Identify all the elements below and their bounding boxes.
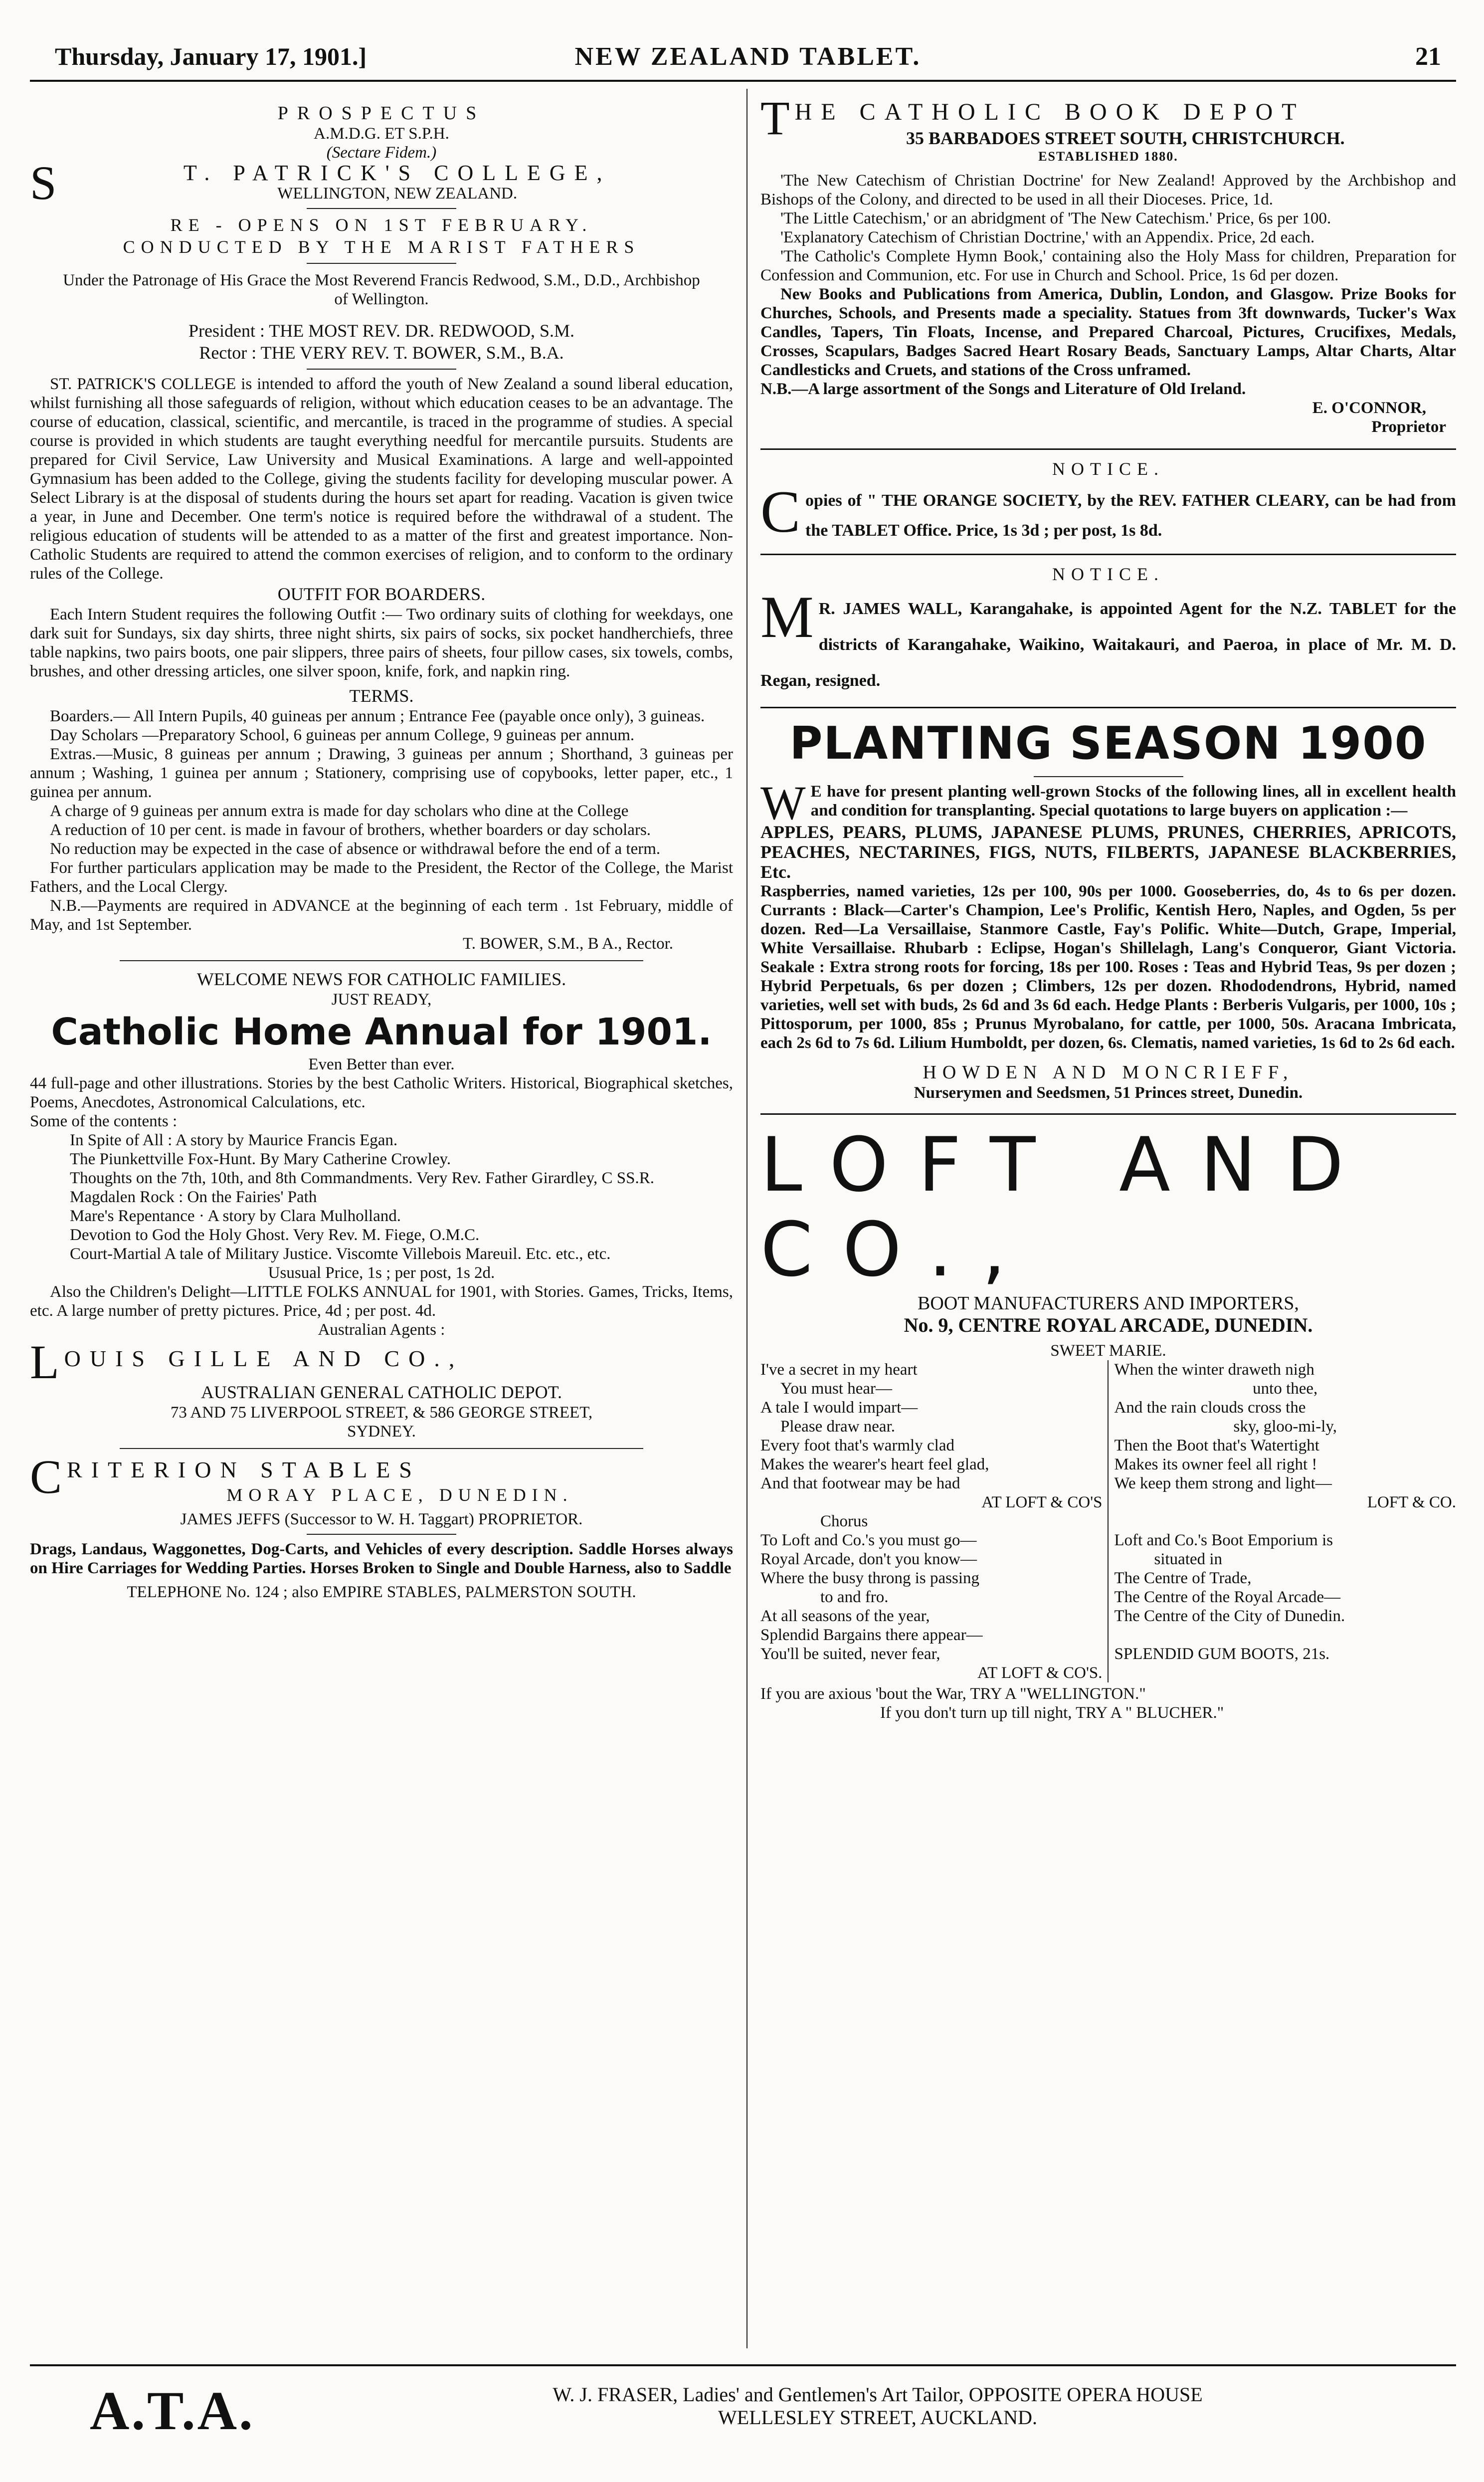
- notice-heading: NOTICE.: [1052, 564, 1164, 584]
- planting-intro: E have for present planting well-grown Stocks of the following lines, all in excellent health and condition for transplanting. Special quotations to large buyers on application :—: [810, 783, 1456, 820]
- book-depot-signature: E. O'CONNOR,: [1312, 399, 1426, 417]
- planting-dropcap: W: [760, 782, 806, 822]
- song-line: Then the Boot that's Watertight: [1114, 1437, 1319, 1454]
- footer-rule: [30, 2364, 1456, 2366]
- divider: [307, 1534, 456, 1535]
- notice-agent: [760, 563, 1456, 699]
- song-line: SPLENDID GUM BOOTS, 21s.: [1114, 1645, 1330, 1663]
- planting-firm: HOWDEN AND MONCRIEFF,: [923, 1062, 1294, 1083]
- song-title: SWEET MARIE.: [1050, 1342, 1166, 1360]
- terms-item: Boarders.— All Intern Pupils, 40 guineas per annum ; Entrance Fee (payable once only), 3 guineas.: [50, 707, 705, 725]
- song-spacer: [1114, 1512, 1457, 1531]
- section-divider: [760, 707, 1456, 708]
- footer-line: W. J. FRASER, Ladies' and Gentlemen's Art Tailor, OPPOSITE OPERA HOUSE: [553, 2383, 1203, 2406]
- song-right-column: [1109, 1360, 1457, 1682]
- book-depot-title: HE CATHOLIC BOOK DEPOT: [794, 99, 1305, 125]
- song-line: Loft and Co.'s Boot Emporium is: [1114, 1531, 1333, 1549]
- song-line: Where the busy throng is passing: [760, 1569, 980, 1587]
- louis-gille-title: OUIS GILLE AND CO.,: [64, 1346, 464, 1371]
- notice-dropcap: C: [760, 486, 801, 545]
- song-line: A tale I would impart—: [760, 1399, 918, 1417]
- annual-price: Ususual Price, 1s ; per post, 1s 2d.: [268, 1264, 495, 1282]
- right-column: [760, 87, 1456, 2359]
- st-patricks-dropcap: S: [30, 162, 57, 203]
- outfit-text: Each Intern Student requires the following Outfit :— Two ordinary suits of clothing for weekdays, one dark suit for Sundays, six day shirts, three night shirts, six pairs of socks, six pocket handherchiefs, three table napkins, two pairs boots, one pair slippers, three pairs of sheets, four pillow cases, six towels, combs, brushes, and other dressing articles, one silver spoon, knife, fork, and napkin ring.: [30, 606, 733, 680]
- song-spacer: [1114, 1626, 1457, 1645]
- loft-war-line: If you are axious 'bout the War, TRY A "WELLINGTON.": [760, 1685, 1146, 1703]
- criterion-stables-ad: [30, 1456, 733, 1602]
- outfit-heading: OUTFIT FOR BOARDERS.: [277, 584, 486, 604]
- annual-title: Catholic Home Annual for 1901.: [51, 1011, 712, 1053]
- song-line: You'll be suited, never fear,: [760, 1645, 940, 1663]
- section-divider: [760, 448, 1456, 450]
- rector-line: Rector : THE VERY REV. T. BOWER, S.M., B.A.: [199, 343, 564, 363]
- loft-address: No. 9, CENTRE ROYAL ARCADE, DUNEDIN.: [904, 1314, 1313, 1336]
- book-depot-item: 'The Little Catechism,' or an abridgment of 'The New Catechism.' Price, 6s per 100.: [780, 209, 1331, 227]
- section-divider: [760, 1113, 1456, 1115]
- song-line: Makes its owner feel all right !: [1114, 1455, 1317, 1473]
- st-patricks-ad: [30, 102, 733, 953]
- college-location: WELLINGTON, NEW ZEALAND.: [277, 185, 518, 203]
- header-date: Thursday, January 17, 1901.]: [55, 42, 367, 70]
- section-divider: [120, 1448, 643, 1449]
- amdg-line: A.M.D.G. ET S.P.H.: [314, 125, 449, 143]
- book-depot-address: 35 BARBADOES STREET SOUTH, CHRISTCHURCH.: [906, 128, 1345, 148]
- divider: [307, 369, 456, 370]
- song-line: Makes the wearer's heart feel glad,: [760, 1455, 989, 1473]
- book-depot-nb: N.B.—A large assortment of the Songs and Literature of Old Ireland.: [760, 380, 1246, 398]
- catholic-annual-ad: [30, 968, 733, 1441]
- notice-heading: NOTICE.: [1052, 459, 1164, 479]
- terms-item: No reduction may be expected in the case of absence or withdrawal before the end of a term.: [50, 840, 661, 858]
- song-line: to and fro.: [820, 1588, 889, 1606]
- agents-heading: Australian Agents :: [318, 1321, 445, 1339]
- reopens-line: RE - OPENS ON 1ST FEBRUARY.: [170, 215, 593, 235]
- song-line: To Loft and Co.'s you must go—: [760, 1531, 977, 1549]
- contents-item: Mare's Repentance · A story by Clara Mulholland.: [70, 1207, 401, 1225]
- book-depot-established: ESTABLISHED 1880.: [1038, 149, 1178, 164]
- college-intro: ST. PATRICK'S COLLEGE is intended to afford the youth of New Zealand a sound liberal education, whilst furnishing all those safeguards of religion, without which education ceases to be an advantage. The course of education, classical, scientific, and mercantile, is traced in the programme of studies. A special course is provided in which students are taught everything needful for mercantile pursuits. Students are prepared for Civil Service, Law University and Musical Examinations. A large and well-appointed Gymnasium has been added to the College, giving the students facility for developing muscular power. A Select Library is at the disposal of students during the hours set apart for reading. Vacation is given twice a year, in June and December. One term's notice is required before the withdrawal of a student. The religious education of students will be attended to as a matter of the first and greatest importance. Non-Catholic Students are required to attend the common exercises of religion, and to conform to the ordinary rules of the College.: [30, 375, 733, 583]
- annual-description: 44 full-page and other illustrations. Stories by the best Catholic Writers. Historical, Biographical sketches, Poems, Anecdotes, Astronomical Calculations, etc.: [30, 1074, 733, 1111]
- song-line: Splendid Bargains there appear—: [760, 1626, 983, 1644]
- song-line: LOFT & CO.: [1367, 1493, 1456, 1511]
- contents-item: Court-Martial A tale of Military Justice. Viscomte Villebois Mareuil. Etc. etc., etc.: [70, 1245, 611, 1263]
- planting-body: Raspberries, named varieties, 12s per 100, 90s per 1000. Gooseberries, do, 4s to 6s per dozen. Currants : Black—Carter's Champion, Lee's Prolific, Kentish Hero, Naples, and Ogden, 5s per dozen. Red—La Versaillaise, Stanmore Castle, Fay's Polific. White—Dutch, Grape, Imperial, White Versaillaise. Rhubarb : Eclipse, Hogan's Shillelagh, Lang's Conqueror, Giant Victoria. Seakale : Extra strong roots for forcing, 18s per 100. Roses : Teas and Hybrid Teas, 9s per dozen ; Hybrid Perpetuals, 6s per dozen ; Climbers, 12s per dozen. Rhododendrons, Hybrid, named varieties, well set with buds, 2s 6d and 3s 6d each. Hedge Plants : Berberis Vulgaris, per 1000, 10s ; Pittosporum, per 1000, 85s ; Prunus Myrobalano, for cattle, per 1000, 50s. Aracana Imbricata, each 2s 6d to 7s 6d. Lilium Humboldt, per dozen, 6s. Clematis, named varieties, 1s 6d to 2s 6d each.: [760, 882, 1456, 1052]
- divider: [307, 208, 456, 209]
- footer-ata-logo: A.T.A.: [90, 2380, 255, 2441]
- loft-and-co-ad: [760, 1123, 1456, 1722]
- song-line: At all seasons of the year,: [760, 1607, 930, 1625]
- annual-tagline: Even Better than ever.: [308, 1055, 455, 1073]
- notice-dropcap: M: [760, 591, 814, 650]
- footer-advert: [379, 2383, 1376, 2429]
- criterion-telephone: TELEPHONE No. 124 ; also EMPIRE STABLES, PALMERSTON SOUTH.: [127, 1583, 636, 1601]
- song-line: situated in: [1154, 1550, 1223, 1568]
- divider: [307, 263, 456, 264]
- prospectus-heading: PROSPECTUS: [277, 103, 486, 124]
- college-title: T. PATRICK'S COLLEGE,: [183, 162, 611, 185]
- header-rule: [30, 80, 1456, 82]
- terms-item: A reduction of 10 per cent. is made in favour of brothers, whether boarders or day scholars.: [50, 821, 651, 839]
- song-line: AT LOFT & CO'S: [981, 1493, 1103, 1511]
- book-depot-item: New Books and Publications from America, Dublin, London, and Glasgow. Prize Books for Churches, Schools, and Presents made a speciality. Statues from 3ft downwards, Tucker's Wax Candles, Tapers, Tin Floats, Incense, and Prepared Charcoal, Pictures, Crucifixes, Medals, Crosses, Scapulars, Badges Sacred Heart Rosary Beads, Sanctuary Lamps, Altar Charts, Altar Candlesticks and Cruets, and stations of the Cross unframed.: [760, 285, 1456, 379]
- notice-text: R. JAMES WALL, Karangahake, is appointed Agent for the N.Z. TABLET for the districts of Karangahake, Waikino, Waitakauri, and Paeroa, in place of Mr. M. D. Regan, resigned.: [760, 600, 1456, 690]
- left-column: [30, 87, 733, 2359]
- planting-firm-address: Nurserymen and Seedsmen, 51 Princes street, Dunedin.: [914, 1084, 1303, 1102]
- loft-war-line: If you don't turn up till night, TRY A " BLUCHER.": [880, 1704, 1224, 1722]
- song-columns: [760, 1360, 1456, 1682]
- conducted-line: CONDUCTED BY THE MARIST FATHERS: [123, 237, 640, 257]
- notice-orange-society: [760, 458, 1456, 546]
- terms-heading: TERMS.: [349, 686, 414, 706]
- criterion-dropcap: C: [30, 1456, 62, 1503]
- song-line: Royal Arcade, don't you know—: [760, 1550, 977, 1568]
- sydney-city: SYDNEY.: [347, 1423, 416, 1441]
- song-line: Please draw near.: [780, 1418, 895, 1436]
- louis-dropcap: L: [30, 1341, 59, 1381]
- notice-text: opies of " THE ORANGE SOCIETY, by the REV. FATHER CLEARY, can be had from the TABLET Office. Price, 1s 3d ; per post, 1s 8d.: [805, 491, 1456, 540]
- children-annual: Also the Children's Delight—LITTLE FOLKS ANNUAL for 1901, with Stories. Games, Tricks, Items, etc. A large number of pretty pictures. Price, 4d ; per post. 4d.: [30, 1283, 733, 1320]
- book-depot-item: 'The Catholic's Complete Hymn Book,' containing also the Holy Mass for children, Preparation for Confession and Communion, etc. For use in Church and School. Price, 1s 6d per dozen.: [760, 247, 1456, 284]
- song-line: And the rain clouds cross the: [1114, 1399, 1306, 1417]
- song-line: The Centre of Trade,: [1114, 1569, 1252, 1587]
- welcome-news: WELCOME NEWS FOR CATHOLIC FAMILIES.: [196, 969, 566, 989]
- song-left-column: [760, 1360, 1109, 1682]
- song-line: I've a secret in my heart: [760, 1361, 918, 1379]
- president-line: President : THE MOST REV. DR. REDWOOD, S.M.: [188, 321, 575, 341]
- contents-item: Magdalen Rock : On the Fairies' Path: [70, 1188, 317, 1206]
- book-depot-dropcap: T: [760, 97, 790, 145]
- song-line: unto thee,: [1253, 1380, 1318, 1398]
- terms-item: Day Scholars —Preparatory School, 6 guineas per annum College, 9 guineas per annum.: [50, 726, 635, 744]
- song-line: You must hear—: [780, 1380, 892, 1398]
- planting-fruits: APPLES, PEARS, PLUMS, JAPANESE PLUMS, PRUNES, CHERRIES, APRICOTS, PEACHES, NECTARINES, FIGS, NUTS, FILBERTS, JAPANESE BLACKBERRIES, Etc.: [760, 822, 1456, 882]
- terms-item: Extras.—Music, 8 guineas per annum ; Drawing, 3 guineas per annum ; Shorthand, 3 guineas per annum ; Washing, 1 guinea per annum ; Stationery, comprising use of copybooks, letter paper, etc., 1 guinea per annum.: [30, 745, 733, 801]
- terms-item: N.B.—Payments are required in ADVANCE at the beginning of each term . 1st February, middle of May, and 1st September.: [30, 897, 733, 934]
- song-line: Chorus: [820, 1512, 868, 1530]
- contents-item: In Spite of All : A story by Maurice Francis Egan.: [70, 1131, 398, 1149]
- just-ready: JUST READY,: [331, 991, 432, 1009]
- loft-heading: LOFT AND CO.,: [760, 1122, 1374, 1293]
- sydney-address: 73 AND 75 LIVERPOOL STREET, & 586 GEORGE STREET,: [170, 1404, 593, 1422]
- terms-item: A charge of 9 guineas per annum extra is made for day scholars who dine at the College: [50, 802, 629, 820]
- contents-item: Devotion to God the Holy Ghost. Very Rev. M. Fiege, O.M.C.: [70, 1226, 480, 1244]
- contents-heading: Some of the contents :: [30, 1112, 178, 1130]
- book-depot-item: 'Explanatory Catechism of Christian Doctrine,' with an Appendix. Price, 2d each.: [780, 228, 1315, 246]
- song-line: We keep them strong and light—: [1114, 1474, 1332, 1492]
- planting-heading: PLANTING SEASON 1900: [789, 717, 1427, 770]
- criterion-place: MORAY PLACE, DUNEDIN.: [226, 1485, 573, 1505]
- divider: [1034, 776, 1183, 777]
- book-depot-item: 'The New Catechism of Christian Doctrine' for New Zealand! Approved by the Archbishop and Bishops of the Colony, and directed to be used in all their Dioceses. Price, 1d.: [760, 172, 1456, 208]
- criterion-proprietor: JAMES JEFFS (Successor to W. H. Taggart) PROPRIETOR.: [180, 1510, 583, 1528]
- contents-item: The Piunkettville Fox-Hunt. By Mary Catherine Crowley.: [70, 1150, 451, 1168]
- contents-item: Thoughts on the 7th, 10th, and 8th Commandments. Very Rev. Father Girardley, C SS.R.: [70, 1169, 655, 1187]
- criterion-body: Drags, Landaus, Waggonettes, Dog-Carts, and Vehicles of every description. Saddle Horses always on Hire Carriages for Wedding Parties. Horses Broken to Single and Double Harness, also to Saddle: [30, 1540, 733, 1577]
- depot-line: AUSTRALIAN GENERAL CATHOLIC DEPOT.: [201, 1382, 562, 1402]
- motto-line: (Sectare Fidem.): [326, 144, 437, 162]
- header-page-number: 21: [1415, 42, 1441, 71]
- column-divider: [746, 89, 747, 2348]
- section-divider: [760, 554, 1456, 555]
- book-depot-ad: [760, 97, 1456, 436]
- song-line: Every foot that's warmly clad: [760, 1437, 954, 1454]
- loft-subheading: BOOT MANUFACTURERS AND IMPORTERS,: [918, 1293, 1299, 1314]
- header-title: NEW ZEALAND TABLET.: [574, 42, 922, 71]
- section-divider: [120, 960, 643, 961]
- song-line: sky, gloo-mi-ly,: [1233, 1418, 1337, 1436]
- criterion-title: RITERION STABLES: [67, 1457, 421, 1482]
- book-depot-role: Proprietor: [1371, 418, 1446, 436]
- footer-line: WELLESLEY STREET, AUCKLAND.: [718, 2406, 1037, 2429]
- patronage-text: Under the Patronage of His Grace the Most Reverend Francis Redwood, S.M., D.D., Archbishop of Wellington.: [63, 271, 700, 308]
- song-line: The Centre of the City of Dunedin.: [1114, 1607, 1345, 1625]
- college-signature: T. BOWER, S.M., B A., Rector.: [463, 935, 673, 953]
- song-line: When the winter draweth nigh: [1114, 1361, 1314, 1379]
- song-line: And that footwear may be had: [760, 1474, 960, 1492]
- song-line: The Centre of the Royal Arcade—: [1114, 1588, 1341, 1606]
- planting-season-ad: [760, 716, 1456, 1102]
- song-line: AT LOFT & CO'S.: [977, 1664, 1103, 1682]
- terms-item: For further particulars application may be made to the President, the Rector of the College, the Marist Fathers, and the Local Clergy.: [30, 859, 733, 896]
- page-header: [55, 39, 1441, 79]
